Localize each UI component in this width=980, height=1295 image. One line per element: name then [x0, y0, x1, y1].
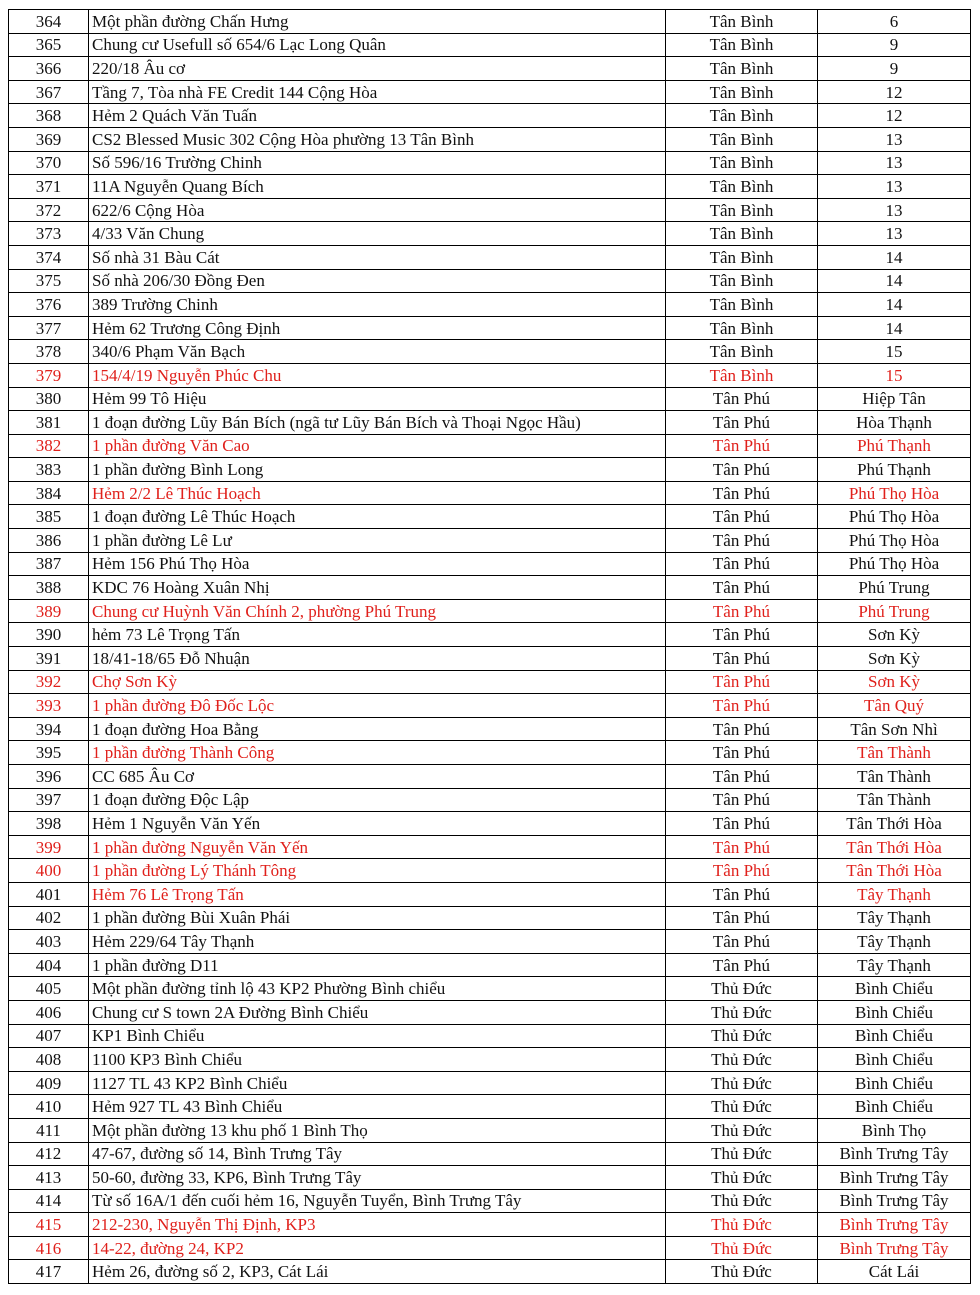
- row-number-cell: 366: [9, 57, 89, 81]
- district-cell: Tân Phú: [666, 647, 818, 671]
- table-row: [9, 269, 971, 293]
- table-row: [9, 245, 971, 269]
- table-row: [9, 882, 971, 906]
- ward-cell: 14: [818, 245, 971, 269]
- row-number-cell: 409: [9, 1071, 89, 1095]
- table-row: [9, 930, 971, 954]
- address-cell: 1 đoạn đường Lê Thúc Hoạch: [89, 505, 666, 529]
- district-cell: Tân Phú: [666, 930, 818, 954]
- address-cell: 47-67, đường số 14, Bình Trưng Tây: [89, 1142, 666, 1166]
- district-cell: Tân Bình: [666, 175, 818, 199]
- address-cell: 11A Nguyễn Quang Bích: [89, 175, 666, 199]
- ward-cell: Hòa Thạnh: [818, 411, 971, 435]
- table-row: [9, 1189, 971, 1213]
- table-row: [9, 552, 971, 576]
- district-cell: Tân Phú: [666, 835, 818, 859]
- table-row: [9, 316, 971, 340]
- table-row: [9, 387, 971, 411]
- table-row: [9, 1213, 971, 1237]
- ward-cell: Bình Chiểu: [818, 977, 971, 1001]
- table-row: [9, 812, 971, 836]
- address-cell: Chợ Sơn Kỳ: [89, 670, 666, 694]
- district-cell: Thủ Đức: [666, 1118, 818, 1142]
- ward-cell: Bình Trưng Tây: [818, 1142, 971, 1166]
- table-row: [9, 481, 971, 505]
- ward-cell: Tây Thạnh: [818, 882, 971, 906]
- district-cell: Tân Phú: [666, 953, 818, 977]
- district-cell: Thủ Đức: [666, 1071, 818, 1095]
- district-cell: Thủ Đức: [666, 1166, 818, 1190]
- address-cell: 154/4/19 Nguyễn Phúc Chu: [89, 363, 666, 387]
- address-cell: 212-230, Nguyễn Thị Định, KP3: [89, 1213, 666, 1237]
- address-cell: 1 phần đường Thành Công: [89, 741, 666, 765]
- ward-cell: Tân Thành: [818, 741, 971, 765]
- address-cell: 220/18 Âu cơ: [89, 57, 666, 81]
- district-cell: Tân Bình: [666, 10, 818, 34]
- address-cell: CC 685 Âu Cơ: [89, 765, 666, 789]
- address-cell: 1 phần đường Đô Đốc Lộc: [89, 694, 666, 718]
- row-number-cell: 382: [9, 434, 89, 458]
- district-cell: Thủ Đức: [666, 1213, 818, 1237]
- table-row: [9, 576, 971, 600]
- table-row: [9, 1260, 971, 1284]
- row-number-cell: 393: [9, 694, 89, 718]
- address-cell: 18/41-18/65 Đỗ Nhuận: [89, 647, 666, 671]
- address-cell: Từ số 16A/1 đến cuối hẻm 16, Nguyễn Tuyển, Bình Trưng Tây: [89, 1189, 666, 1213]
- address-cell: Số nhà 206/30 Đồng Đen: [89, 269, 666, 293]
- address-cell: Tầng 7, Tòa nhà FE Credit 144 Cộng Hòa: [89, 80, 666, 104]
- district-cell: Tân Phú: [666, 552, 818, 576]
- district-cell: Thủ Đức: [666, 1095, 818, 1119]
- address-cell: Chung cư Usefull số 654/6 Lạc Long Quân: [89, 33, 666, 57]
- ward-cell: Bình Chiểu: [818, 1024, 971, 1048]
- row-number-cell: 377: [9, 316, 89, 340]
- address-cell: Hẻm 2 Quách Văn Tuấn: [89, 104, 666, 128]
- address-cell: 4/33 Văn Chung: [89, 222, 666, 246]
- ward-cell: 14: [818, 269, 971, 293]
- table-row: [9, 1048, 971, 1072]
- ward-cell: 13: [818, 198, 971, 222]
- ward-cell: Phú Thọ Hòa: [818, 505, 971, 529]
- ward-cell: Phú Thạnh: [818, 458, 971, 482]
- district-cell: Thủ Đức: [666, 1260, 818, 1284]
- district-cell: Tân Bình: [666, 340, 818, 364]
- district-cell: Tân Phú: [666, 529, 818, 553]
- row-number-cell: 399: [9, 835, 89, 859]
- row-number-cell: 367: [9, 80, 89, 104]
- district-cell: Tân Bình: [666, 245, 818, 269]
- address-cell: 1 đoạn đường Hoa Bằng: [89, 717, 666, 741]
- address-cell: Hẻm 26, đường số 2, KP3, Cát Lái: [89, 1260, 666, 1284]
- row-number-cell: 407: [9, 1024, 89, 1048]
- row-number-cell: 371: [9, 175, 89, 199]
- table-row: [9, 363, 971, 387]
- ward-cell: Bình Trưng Tây: [818, 1166, 971, 1190]
- ward-cell: 13: [818, 151, 971, 175]
- district-cell: Tân Bình: [666, 222, 818, 246]
- table-row: [9, 10, 971, 34]
- address-cell: CS2 Blessed Music 302 Cộng Hòa phường 13 Tân Bình: [89, 127, 666, 151]
- address-cell: 1100 KP3 Bình Chiểu: [89, 1048, 666, 1072]
- district-cell: Tân Phú: [666, 694, 818, 718]
- row-number-cell: 375: [9, 269, 89, 293]
- row-number-cell: 408: [9, 1048, 89, 1072]
- district-cell: Thủ Đức: [666, 1000, 818, 1024]
- table-row: [9, 906, 971, 930]
- row-number-cell: 410: [9, 1095, 89, 1119]
- address-cell: 1 phần đường D11: [89, 953, 666, 977]
- district-cell: Tân Phú: [666, 387, 818, 411]
- ward-cell: Bình Chiểu: [818, 1000, 971, 1024]
- table-row: [9, 505, 971, 529]
- row-number-cell: 401: [9, 882, 89, 906]
- ward-cell: Tây Thạnh: [818, 930, 971, 954]
- district-cell: Tân Phú: [666, 788, 818, 812]
- table-row: [9, 647, 971, 671]
- row-number-cell: 379: [9, 363, 89, 387]
- row-number-cell: 376: [9, 293, 89, 317]
- row-number-cell: 394: [9, 717, 89, 741]
- address-cell: 1127 TL 43 KP2 Bình Chiểu: [89, 1071, 666, 1095]
- ward-cell: Phú Thạnh: [818, 434, 971, 458]
- table-row: [9, 175, 971, 199]
- row-number-cell: 372: [9, 198, 89, 222]
- ward-cell: Tây Thạnh: [818, 906, 971, 930]
- ward-cell: Bình Chiểu: [818, 1071, 971, 1095]
- row-number-cell: 368: [9, 104, 89, 128]
- ward-cell: 12: [818, 104, 971, 128]
- table-row: [9, 765, 971, 789]
- table-row: [9, 1095, 971, 1119]
- district-cell: Tân Phú: [666, 765, 818, 789]
- row-number-cell: 387: [9, 552, 89, 576]
- table-row: [9, 33, 971, 57]
- district-cell: Tân Phú: [666, 481, 818, 505]
- district-cell: Tân Phú: [666, 411, 818, 435]
- table-row: [9, 741, 971, 765]
- table-row: [9, 1024, 971, 1048]
- row-number-cell: 415: [9, 1213, 89, 1237]
- table-row: [9, 1166, 971, 1190]
- ward-cell: Tân Thành: [818, 765, 971, 789]
- row-number-cell: 404: [9, 953, 89, 977]
- ward-cell: Sơn Kỳ: [818, 623, 971, 647]
- district-cell: Tân Phú: [666, 717, 818, 741]
- district-cell: Tân Bình: [666, 127, 818, 151]
- address-cell: Hẻm 229/64 Tây Thạnh: [89, 930, 666, 954]
- row-number-cell: 390: [9, 623, 89, 647]
- ward-cell: 15: [818, 340, 971, 364]
- ward-cell: 12: [818, 80, 971, 104]
- district-cell: Tân Phú: [666, 434, 818, 458]
- address-cell: Hẻm 927 TL 43 Bình Chiểu: [89, 1095, 666, 1119]
- district-cell: Tân Bình: [666, 269, 818, 293]
- row-number-cell: 413: [9, 1166, 89, 1190]
- row-number-cell: 365: [9, 33, 89, 57]
- row-number-cell: 400: [9, 859, 89, 883]
- address-cell: 622/6 Cộng Hòa: [89, 198, 666, 222]
- ward-cell: Bình Chiểu: [818, 1095, 971, 1119]
- ward-cell: Bình Thọ: [818, 1118, 971, 1142]
- row-number-cell: 384: [9, 481, 89, 505]
- address-cell: 1 đoạn đường Độc Lập: [89, 788, 666, 812]
- row-number-cell: 405: [9, 977, 89, 1001]
- district-cell: Thủ Đức: [666, 977, 818, 1001]
- table-row: [9, 293, 971, 317]
- row-number-cell: 417: [9, 1260, 89, 1284]
- district-cell: Tân Bình: [666, 33, 818, 57]
- district-cell: Tân Phú: [666, 505, 818, 529]
- address-cell: Một phần đường 13 khu phố 1 Bình Thọ: [89, 1118, 666, 1142]
- ward-cell: Tân Thới Hòa: [818, 859, 971, 883]
- address-cell: Hẻm 1 Nguyễn Văn Yến: [89, 812, 666, 836]
- address-cell: Chung cư S town 2A Đường Bình Chiểu: [89, 1000, 666, 1024]
- ward-cell: 13: [818, 175, 971, 199]
- address-cell: 14-22, đường 24, KP2: [89, 1236, 666, 1260]
- ward-cell: 9: [818, 33, 971, 57]
- lockdown-area-sheet: [8, 9, 971, 1284]
- ward-cell: Tân Quý: [818, 694, 971, 718]
- row-number-cell: 385: [9, 505, 89, 529]
- ward-cell: 13: [818, 222, 971, 246]
- row-number-cell: 395: [9, 741, 89, 765]
- district-cell: Tân Bình: [666, 151, 818, 175]
- row-number-cell: 388: [9, 576, 89, 600]
- ward-cell: Phú Trung: [818, 576, 971, 600]
- address-cell: 1 phần đường Lê Lư: [89, 529, 666, 553]
- address-cell: KP1 Bình Chiểu: [89, 1024, 666, 1048]
- table-row: [9, 198, 971, 222]
- district-cell: Tân Phú: [666, 882, 818, 906]
- row-number-cell: 386: [9, 529, 89, 553]
- table-row: [9, 1000, 971, 1024]
- table-row: [9, 151, 971, 175]
- ward-cell: Sơn Kỳ: [818, 647, 971, 671]
- lockdown-area-table: [8, 9, 971, 1284]
- district-cell: Thủ Đức: [666, 1142, 818, 1166]
- district-cell: Thủ Đức: [666, 1189, 818, 1213]
- table-row: [9, 57, 971, 81]
- ward-cell: Tây Thạnh: [818, 953, 971, 977]
- address-cell: Hẻm 156 Phú Thọ Hòa: [89, 552, 666, 576]
- district-cell: Tân Bình: [666, 293, 818, 317]
- table-row: [9, 694, 971, 718]
- table-row: [9, 104, 971, 128]
- row-number-cell: 412: [9, 1142, 89, 1166]
- table-body: [9, 10, 971, 1284]
- address-cell: Hẻm 2/2 Lê Thúc Hoạch: [89, 481, 666, 505]
- address-cell: hẻm 73 Lê Trọng Tấn: [89, 623, 666, 647]
- address-cell: Số nhà 31 Bàu Cát: [89, 245, 666, 269]
- district-cell: Tân Phú: [666, 623, 818, 647]
- district-cell: Tân Bình: [666, 363, 818, 387]
- address-cell: 1 phần đường Lý Thánh Tông: [89, 859, 666, 883]
- table-row: [9, 1118, 971, 1142]
- table-row: [9, 835, 971, 859]
- table-row: [9, 222, 971, 246]
- table-row: [9, 788, 971, 812]
- ward-cell: Phú Trung: [818, 599, 971, 623]
- ward-cell: Tân Thới Hòa: [818, 812, 971, 836]
- district-cell: Tân Phú: [666, 859, 818, 883]
- row-number-cell: 398: [9, 812, 89, 836]
- table-row: [9, 1236, 971, 1260]
- ward-cell: 14: [818, 293, 971, 317]
- table-row: [9, 411, 971, 435]
- row-number-cell: 369: [9, 127, 89, 151]
- row-number-cell: 370: [9, 151, 89, 175]
- row-number-cell: 373: [9, 222, 89, 246]
- district-cell: Tân Phú: [666, 906, 818, 930]
- district-cell: Tân Bình: [666, 80, 818, 104]
- ward-cell: Cát Lái: [818, 1260, 971, 1284]
- district-cell: Tân Phú: [666, 458, 818, 482]
- table-row: [9, 623, 971, 647]
- row-number-cell: 389: [9, 599, 89, 623]
- address-cell: 389 Trường Chinh: [89, 293, 666, 317]
- district-cell: Thủ Đức: [666, 1024, 818, 1048]
- row-number-cell: 391: [9, 647, 89, 671]
- ward-cell: 14: [818, 316, 971, 340]
- row-number-cell: 397: [9, 788, 89, 812]
- table-row: [9, 127, 971, 151]
- district-cell: Tân Phú: [666, 812, 818, 836]
- address-cell: 1 phần đường Bùi Xuân Phái: [89, 906, 666, 930]
- address-cell: 1 phần đường Bình Long: [89, 458, 666, 482]
- ward-cell: Bình Trưng Tây: [818, 1236, 971, 1260]
- ward-cell: Phú Thọ Hòa: [818, 552, 971, 576]
- district-cell: Tân Bình: [666, 104, 818, 128]
- row-number-cell: 414: [9, 1189, 89, 1213]
- district-cell: Thủ Đức: [666, 1048, 818, 1072]
- row-number-cell: 396: [9, 765, 89, 789]
- address-cell: Một phần đường tỉnh lộ 43 KP2 Phường Bình chiểu: [89, 977, 666, 1001]
- row-number-cell: 364: [9, 10, 89, 34]
- row-number-cell: 383: [9, 458, 89, 482]
- row-number-cell: 378: [9, 340, 89, 364]
- address-cell: Hẻm 99 Tô Hiệu: [89, 387, 666, 411]
- table-row: [9, 859, 971, 883]
- table-row: [9, 340, 971, 364]
- address-cell: Một phần đường Chấn Hưng: [89, 10, 666, 34]
- table-row: [9, 717, 971, 741]
- ward-cell: Hiệp Tân: [818, 387, 971, 411]
- address-cell: 50-60, đường 33, KP6, Bình Trưng Tây: [89, 1166, 666, 1190]
- address-cell: 1 phần đường Nguyễn Văn Yến: [89, 835, 666, 859]
- row-number-cell: 411: [9, 1118, 89, 1142]
- table-row: [9, 1071, 971, 1095]
- address-cell: Số 596/16 Trường Chinh: [89, 151, 666, 175]
- ward-cell: Bình Trưng Tây: [818, 1189, 971, 1213]
- row-number-cell: 374: [9, 245, 89, 269]
- ward-cell: Tân Thành: [818, 788, 971, 812]
- ward-cell: Bình Trưng Tây: [818, 1213, 971, 1237]
- address-cell: Hẻm 62 Trương Công Định: [89, 316, 666, 340]
- table-row: [9, 458, 971, 482]
- table-row: [9, 599, 971, 623]
- district-cell: Tân Phú: [666, 741, 818, 765]
- ward-cell: 13: [818, 127, 971, 151]
- row-number-cell: 381: [9, 411, 89, 435]
- table-row: [9, 670, 971, 694]
- district-cell: Tân Bình: [666, 57, 818, 81]
- district-cell: Tân Phú: [666, 599, 818, 623]
- ward-cell: Sơn Kỳ: [818, 670, 971, 694]
- district-cell: Tân Bình: [666, 316, 818, 340]
- row-number-cell: 416: [9, 1236, 89, 1260]
- ward-cell: 9: [818, 57, 971, 81]
- row-number-cell: 406: [9, 1000, 89, 1024]
- table-row: [9, 80, 971, 104]
- address-cell: Chung cư Huỳnh Văn Chính 2, phường Phú Trung: [89, 599, 666, 623]
- address-cell: 340/6 Phạm Văn Bạch: [89, 340, 666, 364]
- row-number-cell: 392: [9, 670, 89, 694]
- district-cell: Tân Phú: [666, 576, 818, 600]
- table-row: [9, 434, 971, 458]
- ward-cell: Phú Thọ Hòa: [818, 481, 971, 505]
- ward-cell: Tân Thới Hòa: [818, 835, 971, 859]
- row-number-cell: 403: [9, 930, 89, 954]
- table-row: [9, 1142, 971, 1166]
- ward-cell: Bình Chiểu: [818, 1048, 971, 1072]
- district-cell: Tân Phú: [666, 670, 818, 694]
- ward-cell: Tân Sơn Nhì: [818, 717, 971, 741]
- ward-cell: 15: [818, 363, 971, 387]
- table-row: [9, 977, 971, 1001]
- row-number-cell: 380: [9, 387, 89, 411]
- table-row: [9, 953, 971, 977]
- table-row: [9, 529, 971, 553]
- address-cell: Hẻm 76 Lê Trọng Tấn: [89, 882, 666, 906]
- ward-cell: 6: [818, 10, 971, 34]
- district-cell: Thủ Đức: [666, 1236, 818, 1260]
- ward-cell: Phú Thọ Hòa: [818, 529, 971, 553]
- address-cell: KDC 76 Hoàng Xuân Nhị: [89, 576, 666, 600]
- district-cell: Tân Bình: [666, 198, 818, 222]
- address-cell: 1 đoạn đường Lũy Bán Bích (ngã tư Lũy Bán Bích và Thoại Ngọc Hầu): [89, 411, 666, 435]
- row-number-cell: 402: [9, 906, 89, 930]
- address-cell: 1 phần đường Văn Cao: [89, 434, 666, 458]
